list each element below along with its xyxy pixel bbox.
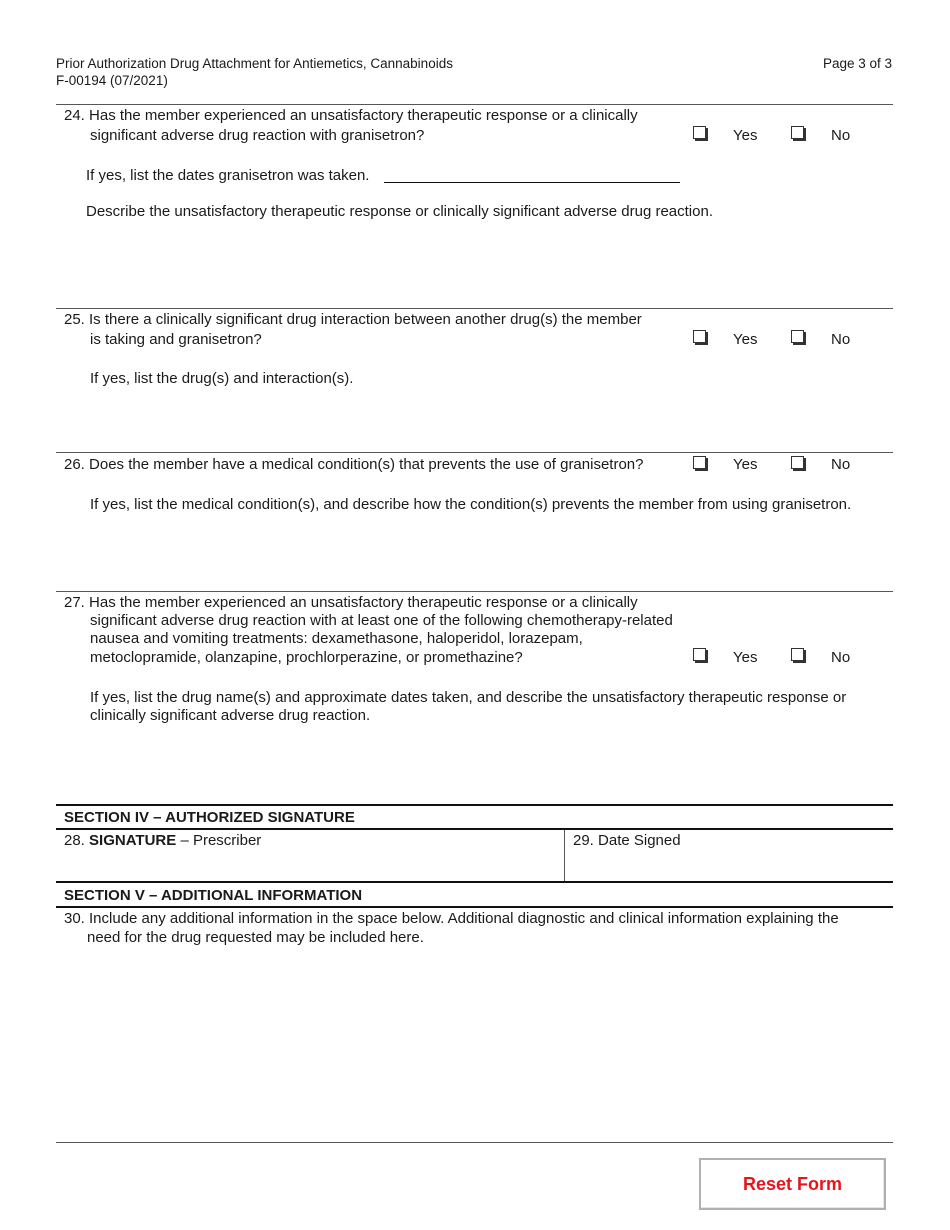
q25-no-checkbox[interactable] <box>791 330 804 343</box>
signature-field[interactable] <box>56 830 564 880</box>
divider <box>56 1142 893 1143</box>
section-iv-title: SECTION IV – AUTHORIZED SIGNATURE <box>64 809 355 826</box>
additional-info-field[interactable] <box>56 950 893 1140</box>
q27-text-line4: metoclopramide, olanzapine, prochlorperazine, or promethazine? <box>90 649 523 666</box>
q26-yes-label: Yes <box>733 456 758 473</box>
q27-yes-label: Yes <box>733 649 758 666</box>
q25-text-line2: is taking and granisetron? <box>90 331 262 348</box>
q30-text-line2: need for the drug requested may be included here. <box>87 929 424 946</box>
divider <box>56 104 893 105</box>
signature-role: – Prescriber <box>180 832 262 849</box>
q24-dates-label: If yes, list the dates granisetron was taken. <box>86 167 370 184</box>
q24-describe-label: Describe the unsatisfactory therapeutic response or clinically significant adverse drug reaction. <box>86 203 713 220</box>
reset-form-button[interactable]: Reset Form <box>699 1158 886 1210</box>
q24-no-checkbox[interactable] <box>791 126 804 139</box>
q27-list-line1: If yes, list the drug name(s) and approximate dates taken, and describe the unsatisfactory therapeutic response or <box>90 689 847 706</box>
signature-number: 28. <box>64 832 85 849</box>
date-signed-label: 29. Date Signed <box>573 832 681 849</box>
q24-yes-label: Yes <box>733 127 758 144</box>
q27-yes-checkbox[interactable] <box>693 648 706 661</box>
q24-text-line1: 24. Has the member experienced an unsatisfactory therapeutic response or a clinically <box>64 107 638 124</box>
date-signed-field[interactable] <box>566 830 892 880</box>
q30-text-line1: 30. Include any additional information in the space below. Additional diagnostic and clinical information explaining the <box>64 910 839 927</box>
divider <box>56 452 893 453</box>
q26-yes-checkbox[interactable] <box>693 456 706 469</box>
form-title: Prior Authorization Drug Attachment for Antiemetics, Cannabinoids <box>56 56 453 71</box>
section-divider <box>56 881 893 883</box>
q27-text-line1: 27. Has the member experienced an unsatisfactory therapeutic response or a clinically <box>64 594 638 611</box>
q26-no-checkbox[interactable] <box>791 456 804 469</box>
q25-no-label: No <box>831 331 851 348</box>
q24-dates-field[interactable] <box>384 182 680 183</box>
q27-list-line2: clinically significant adverse drug reaction. <box>90 707 371 724</box>
q24-no-label: No <box>831 127 851 144</box>
q27-no-checkbox[interactable] <box>791 648 804 661</box>
signature-bold: SIGNATURE <box>89 832 177 849</box>
q27-no-label: No <box>831 649 851 666</box>
q25-text-line1: 25. Is there a clinically significant drug interaction between another drug(s) the member <box>64 311 642 328</box>
divider <box>56 591 893 592</box>
divider <box>56 308 893 309</box>
q24-text-line2: significant adverse drug reaction with granisetron? <box>90 127 425 144</box>
section-divider <box>56 906 893 908</box>
q27-text-line3: nausea and vomiting treatments: dexamethasone, haloperidol, lorazepam, <box>90 630 583 647</box>
q25-list-label: If yes, list the drug(s) and interaction(s). <box>90 370 354 387</box>
q24-yes-checkbox[interactable] <box>693 126 706 139</box>
form-id: F-00194 (07/2021) <box>56 73 168 88</box>
section-divider <box>56 804 893 806</box>
q27-text-line2: significant adverse drug reaction with at least one of the following chemotherapy-related <box>90 612 673 629</box>
section-v-title: SECTION V – ADDITIONAL INFORMATION <box>64 887 363 904</box>
signature-date-divider <box>564 830 565 881</box>
page-number: Page 3 of 3 <box>823 56 893 71</box>
q25-yes-checkbox[interactable] <box>693 330 706 343</box>
q26-list-label: If yes, list the medical condition(s), and describe how the condition(s) prevents the member from using granisetron. <box>90 496 852 513</box>
q25-yes-label: Yes <box>733 331 758 348</box>
q26-text-line1: 26. Does the member have a medical condition(s) that prevents the use of granisetron? <box>64 456 644 473</box>
q26-no-label: No <box>831 456 851 473</box>
